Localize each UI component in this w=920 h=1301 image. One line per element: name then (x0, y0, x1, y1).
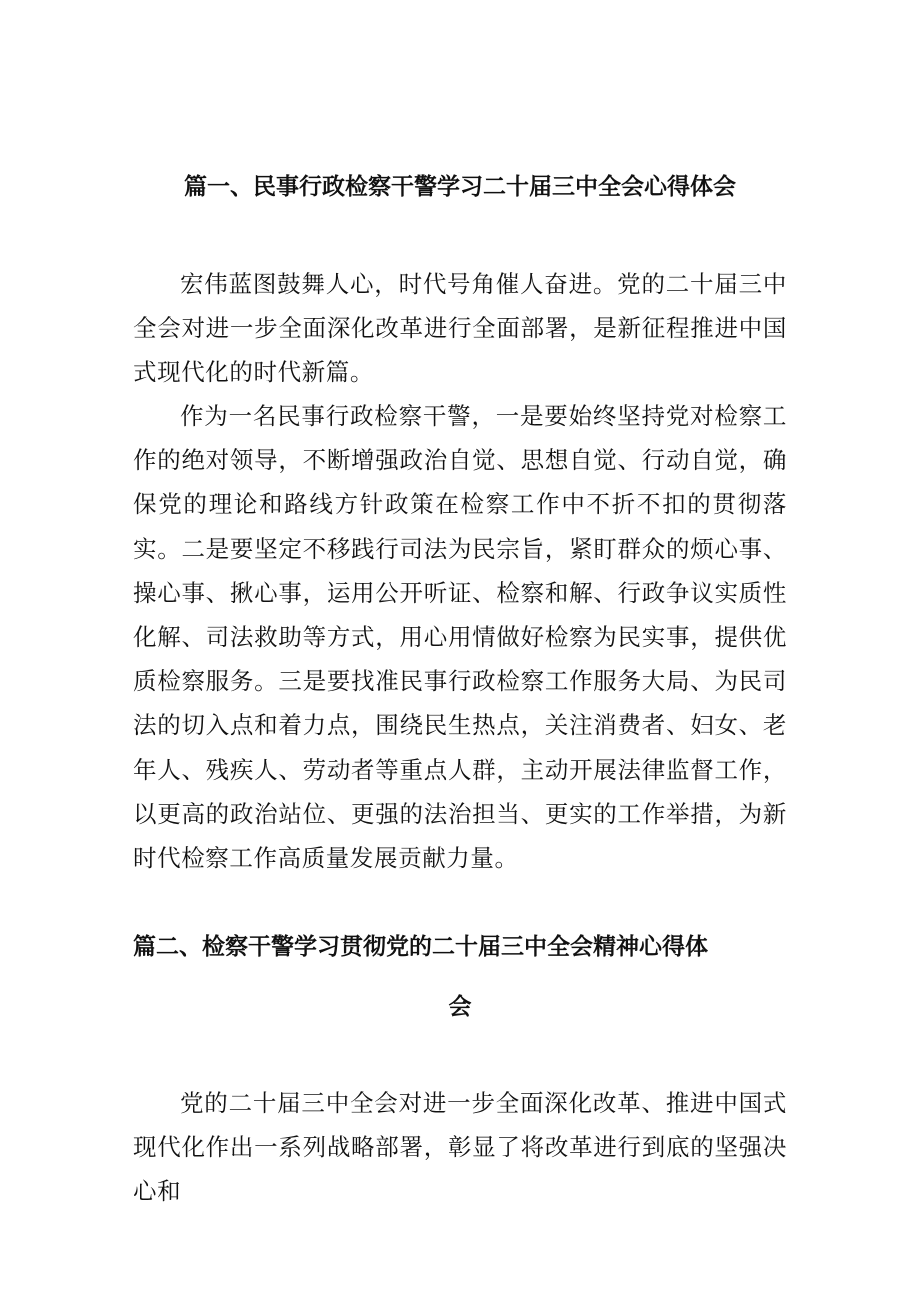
article-2-paragraph-1: 党的二十届三中全会对进一步全面深化改革、推进中国式现代化作出一系列战略部署，彰显了将改革进行到底的坚强决心和 (133, 1089, 787, 1206)
article-2-title-line-2: 会 (448, 994, 472, 1020)
article-1-paragraph-1: 宏伟蓝图鼓舞人心，时代号角催人奋进。党的二十届三中全会对进一步全面深化改革进行全面部署，是新征程推进中国式现代化的时代新篇。 (133, 270, 787, 387)
article-1-title: 篇一、民事行政检察干警学习二十届三中全会心得体会 (184, 174, 736, 200)
article-2-title-line-1: 篇二、检察干警学习贯彻党的二十届三中全会精神心得体 (133, 934, 708, 960)
article-1-paragraph-2: 作为一名民事行政检察干警，一是要始终坚持党对检察工作的绝对领导，不断增强政治自觉、思想自觉、行动自觉，确保党的理论和路线方针政策在检察工作中不折不扣的贯彻落实。二是要坚定不移践行司法为民宗旨，紧盯群众的烦心事、操心事、揪心事，运用公开听证、检察和解、行政争议实质性化解、司法救助等方式，用心用情做好检察为民实事，提供优质检察服务。三是要找准民事行政检察工作服务大局、为民司法的切入点和着力点，围绕民生热点，关注消费者、妇女、老年人、残疾人、劳动者等重点人群，主动开展法律监督工作，以更高的政治站位、更强的法治担当、更实的工作举措，为新时代检察工作高质量发展贡献力量。 (133, 402, 787, 873)
